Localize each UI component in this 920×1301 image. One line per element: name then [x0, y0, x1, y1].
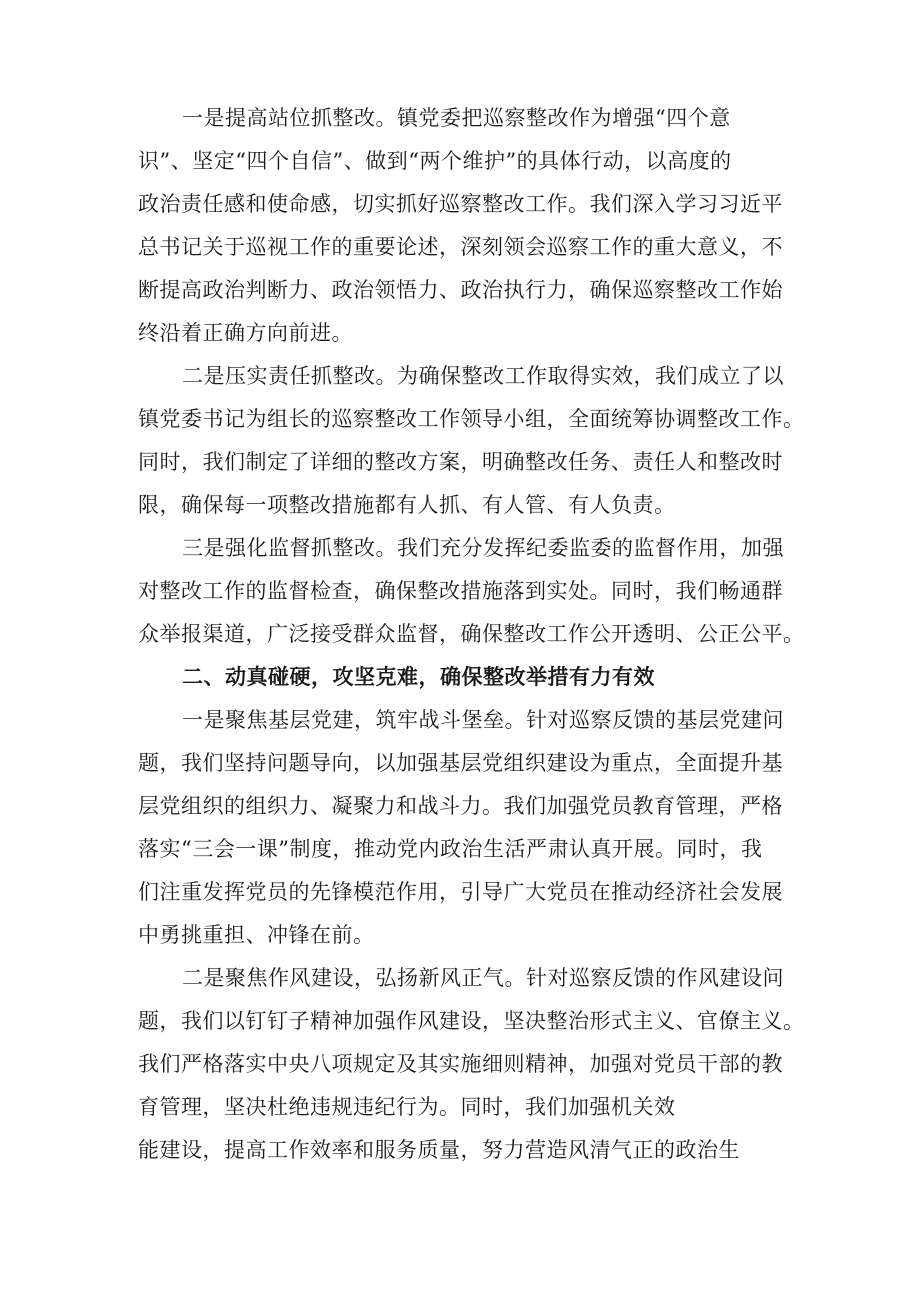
paragraph-line: 断提高政治判断力、政治领悟力、政治执行力，确保巡察整改工作始: [138, 278, 783, 302]
paragraph-line: 落实“三会一课”制度，推动党内政治生活严肃认真开展。同时，我: [138, 837, 763, 861]
paragraph-line: 题，我们以钉钉子精神加强作风建设，坚决整治形式主义、官僚主义。: [138, 1009, 805, 1033]
paragraph-line: 们注重发挥党员的先锋模范作用，引导广大党员在推动经济社会发展: [138, 880, 783, 904]
paragraph-line: 识”、坚定“四个自信”、做到“两个维护”的具体行动，以高度的: [138, 149, 732, 173]
paragraph-line: 育管理，坚决杜绝违规违纪行为。同时，我们加强机关效: [138, 1095, 676, 1119]
paragraph-line: 镇党委书记为组长的巡察整改工作领导小组，全面统筹协调整改工作。: [138, 407, 805, 431]
paragraph-line: 总书记关于巡视工作的重要论述，深刻领会巡察工作的重大意义，不: [138, 235, 783, 259]
paragraph-line: 中勇挑重担、冲锋在前。: [138, 923, 375, 947]
section-heading: 二、动真碰硬，攻坚克难，确保整改举措有力有效: [182, 664, 655, 689]
paragraph-line: 我们严格落实中央八项规定及其实施细则精神，加强对党员干部的教: [138, 1052, 783, 1076]
paragraph-line: 一是提高站位抓整改。镇党委把巡察整改作为增强“四个意: [182, 106, 731, 130]
paragraph-line: 众举报渠道，广泛接受群众监督，确保整改工作公开透明、公正公平。: [138, 622, 805, 646]
paragraph-line: 政治责任感和使命感，切实抓好巡察整改工作。我们深入学习习近平: [138, 192, 783, 216]
paragraph-line: 限，确保每一项整改措施都有人抓、有人管、有人负责。: [138, 493, 676, 517]
paragraph-line: 对整改工作的监督检查，确保整改措施落到实处。同时，我们畅通群: [138, 579, 783, 603]
paragraph-line: 层党组织的组织力、凝聚力和战斗力。我们加强党员教育管理，严格: [138, 794, 783, 818]
paragraph-line: 同时，我们制定了详细的整改方案，明确整改任务、责任人和整改时: [138, 450, 783, 474]
paragraph-line: 题，我们坚持问题导向，以加强基层党组织建设为重点，全面提升基: [138, 751, 783, 775]
paragraph-line: 二是压实责任抓整改。为确保整改工作取得实效，我们成立了以: [182, 364, 784, 388]
paragraph-line: 终沿着正确方向前进。: [138, 321, 353, 345]
paragraph-line: 二是聚焦作风建设，弘扬新风正气。针对巡察反馈的作风建设问: [182, 966, 784, 990]
paragraph-line: 能建设，提高工作效率和服务质量，努力营造风清气正的政治生: [138, 1138, 740, 1162]
paragraph-line: 三是强化监督抓整改。我们充分发挥纪委监委的监督作用，加强: [182, 536, 784, 560]
paragraph-line: 一是聚焦基层党建，筑牢战斗堡垒。针对巡察反馈的基层党建问: [182, 708, 784, 732]
